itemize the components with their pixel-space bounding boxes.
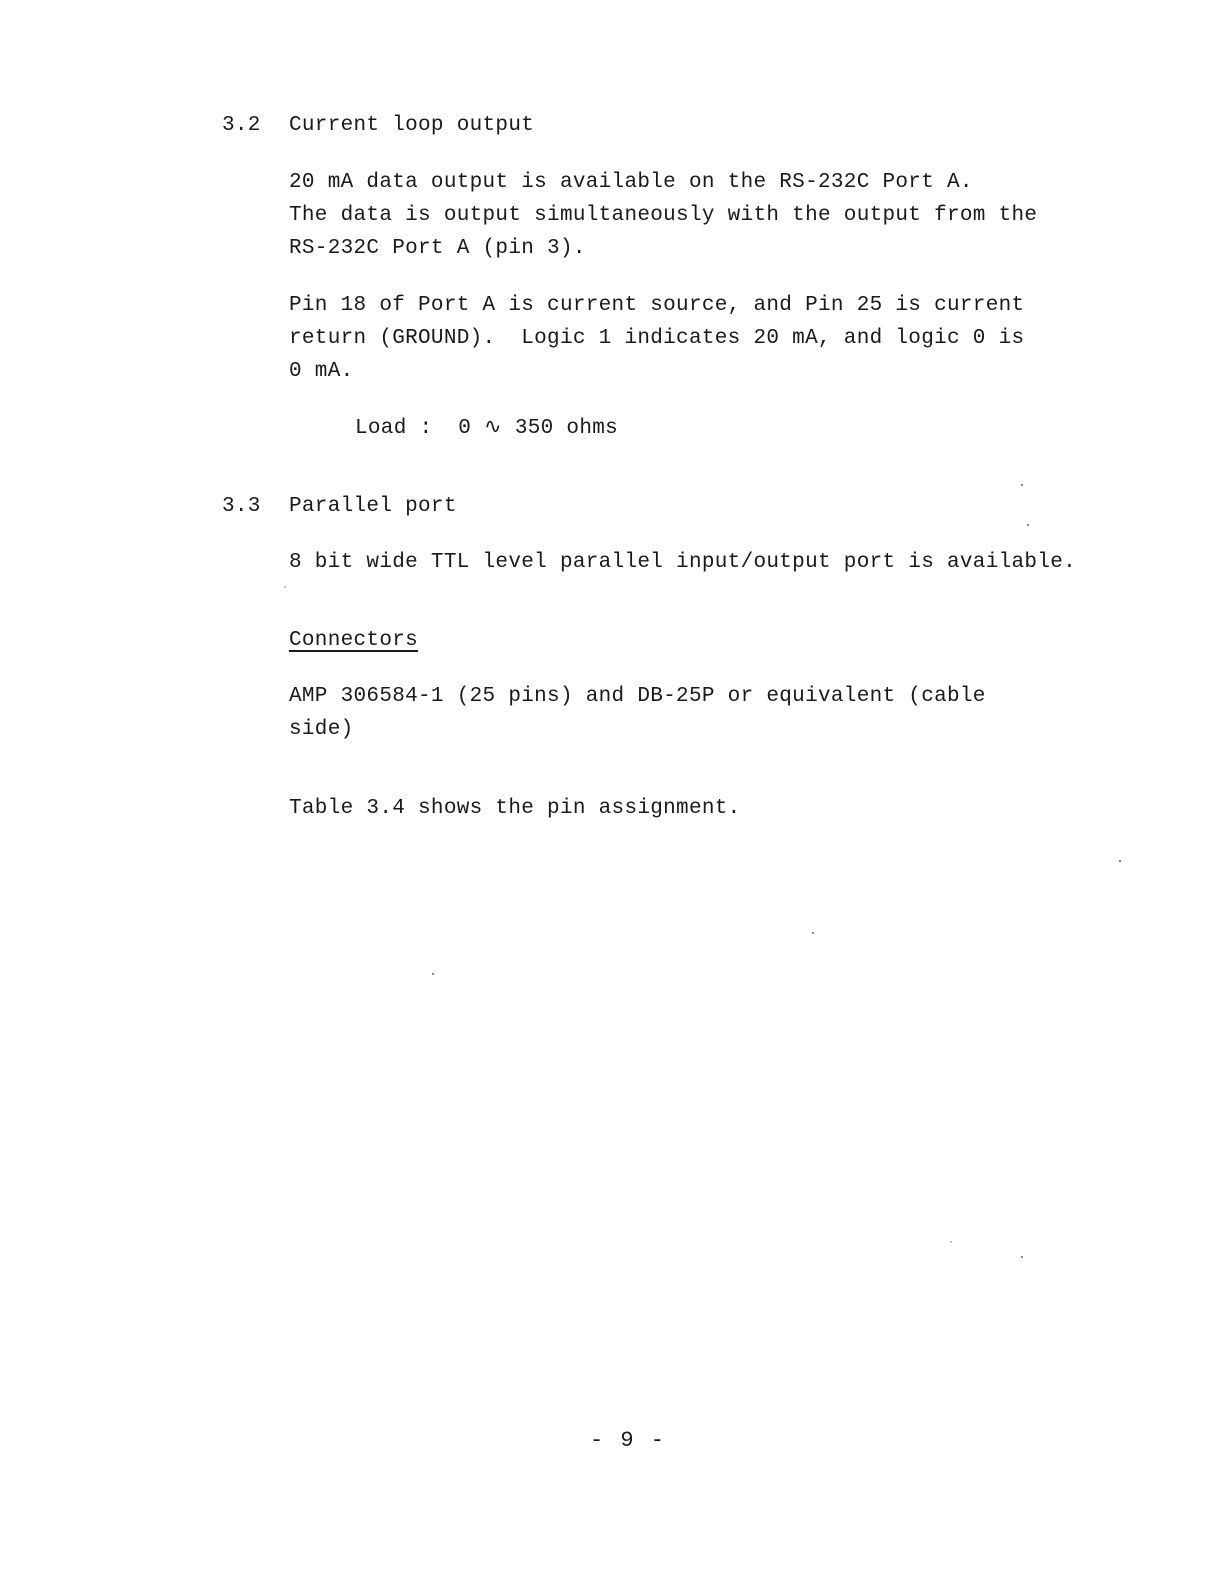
load-spec-line: Load : 0 ∿ 350 ohms bbox=[355, 417, 619, 440]
scan-speck bbox=[950, 1241, 952, 1243]
scan-speck bbox=[1119, 860, 1121, 862]
section-title-parallel-port: Parallel port bbox=[289, 495, 457, 518]
scan-speck bbox=[432, 973, 434, 975]
connector-line: side) bbox=[289, 718, 354, 741]
paragraph-line: The data is output simultaneously with the output from the bbox=[289, 204, 1038, 227]
paragraph-line: 8 bit wide TTL level parallel input/output port is available. bbox=[289, 551, 1077, 574]
scan-speck bbox=[812, 932, 814, 934]
scan-speck bbox=[1021, 484, 1023, 486]
scan-speck bbox=[1021, 1256, 1023, 1258]
paragraph-line: 20 mA data output is available on the RS-232C Port A. bbox=[289, 171, 973, 194]
paragraph-line: return (GROUND). Logic 1 indicates 20 mA, and logic 0 is bbox=[289, 327, 1025, 350]
paragraph-line: 0 mA. bbox=[289, 360, 354, 383]
paragraph-line: Pin 18 of Port A is current source, and Pin 25 is current bbox=[289, 294, 1025, 317]
section-number-3-3: 3.3 bbox=[222, 495, 261, 518]
table-reference-line: Table 3.4 shows the pin assignment. bbox=[289, 797, 741, 820]
scan-speck bbox=[284, 586, 286, 588]
subheading-connectors: Connectors bbox=[289, 629, 419, 652]
scan-speck bbox=[1027, 524, 1029, 526]
page-number: - 9 - bbox=[589, 1428, 666, 1453]
paragraph-line: RS-232C Port A (pin 3). bbox=[289, 237, 586, 260]
section-title-current-loop-output: Current loop output bbox=[289, 114, 535, 137]
connector-line: AMP 306584-1 (25 pins) and DB-25P or equivalent (cable bbox=[289, 685, 986, 708]
section-number-3-2: 3.2 bbox=[222, 114, 261, 137]
